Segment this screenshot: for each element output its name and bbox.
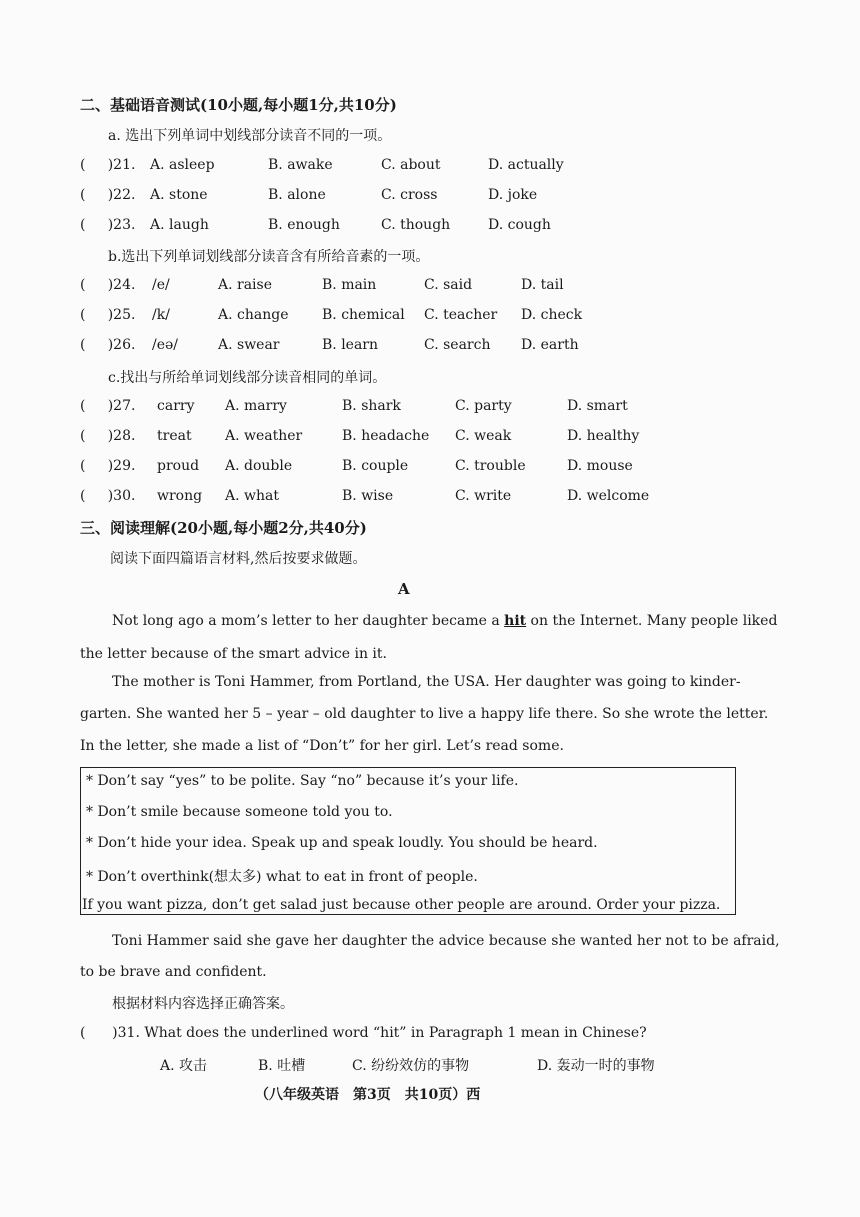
paragraph-3-line-1: Toni Hammer said she gave her daughter the advice because she wanted her not to be afraid, [112,933,780,949]
question-number: ( )26. [80,337,136,353]
question-prompt: proud [157,458,200,474]
advice-line-5: If you want pizza, don’t get salad just because other people are around. Order your pizza. [82,897,721,913]
paragraph-1-line-2: the letter because of the smart advice in it. [80,646,387,662]
option-b: B. couple [342,458,409,474]
option-d: D. welcome [567,488,650,504]
q31-option-a: A. 攻击 [160,1058,208,1074]
paragraph-3-line-2: to be brave and confident. [80,964,267,980]
page-footer: （八年级英语 第3页 共10页）西 [255,1087,481,1103]
option-a: A. double [225,458,293,474]
option-b: B. wise [342,488,394,504]
question-number: ( )27. [80,398,136,414]
option-c: C. trouble [455,458,526,474]
p1-text-after: on the Internet. Many people liked [526,613,778,629]
option-d: D. actually [488,157,564,173]
option-b: B. awake [268,157,333,173]
advice-line-4: * Don’t overthink(想太多) what to eat in front of people. [86,869,478,885]
question-number: ( )28. [80,428,136,444]
option-c: C. though [381,217,451,233]
option-a: A. swear [218,337,280,353]
question-31: ( )31. What does the underlined word “hit” in Paragraph 1 mean in Chinese? [80,1025,647,1041]
option-c: C. teacher [424,307,498,323]
p1-text-before: Not long ago a mom’s letter to her daughter became a [112,613,505,629]
option-b: B. enough [268,217,340,233]
paragraph-2-line-3: In the letter, she made a list of “Don’t” for her girl. Let’s read some. [80,738,564,754]
q31-option-b: B. 吐槽 [258,1058,306,1074]
question-prompt: /eə/ [152,337,179,353]
option-a: A. stone [150,187,208,203]
option-c: C. said [424,277,473,293]
option-a: A. raise [218,277,272,293]
reading-instruction: 阅读下面四篇语言材料,然后按要求做题。 [110,551,367,567]
passage-label: A [398,580,410,598]
option-b: B. shark [342,398,401,414]
question-number: ( )21. [80,157,136,173]
option-d: D. earth [521,337,579,353]
option-d: D. healthy [567,428,640,444]
option-b: B. headache [342,428,430,444]
option-b: B. main [322,277,377,293]
section-3-title: 三、阅读理解(20小题,每小题2分,共40分) [80,519,367,537]
q31-option-d: D. 轰动一时的事物 [537,1058,655,1074]
question-prompt: /e/ [152,277,170,293]
paragraph-2-line-2: garten. She wanted her 5 – year – old daughter to live a happy life there. So she wrote the letter. [80,706,769,722]
question-number: ( )25. [80,307,136,323]
paragraph-2-line-1: The mother is Toni Hammer, from Portland, the USA. Her daughter was going to kinder- [112,674,741,690]
option-a: A. asleep [150,157,215,173]
option-c: C. search [424,337,491,353]
option-c: C. cross [381,187,438,203]
option-d: D. tail [521,277,564,293]
q31-option-c: C. 纷纷效仿的事物 [352,1058,470,1074]
option-b: B. alone [268,187,326,203]
part-c-instruction: c.找出与所给单词划线部分读音相同的单词。 [108,370,387,386]
option-d: D. cough [488,217,551,233]
option-d: D. smart [567,398,628,414]
part-a-instruction: a. 选出下列单词中划线部分读音不同的一项。 [108,128,392,144]
option-c: C. party [455,398,512,414]
question-number: ( )24. [80,277,136,293]
advice-line-1: * Don’t say “yes” to be polite. Say “no” because it’s your life. [86,773,519,789]
option-a: A. laugh [150,217,209,233]
question-number: ( )22. [80,187,136,203]
option-c: C. about [381,157,441,173]
option-a: A. weather [225,428,303,444]
paragraph-1-line-1 [112,613,777,629]
question-number: ( )29. [80,458,136,474]
advice-line-2: * Don’t smile because someone told you to. [86,804,393,820]
choose-instruction: 根据材料内容选择正确答案。 [112,996,294,1012]
section-2-title: 二、基础语音测试(10小题,每小题1分,共10分) [80,96,397,114]
option-a: A. marry [225,398,287,414]
option-d: D. joke [488,187,538,203]
question-prompt: treat [157,428,192,444]
question-prompt: carry [157,398,195,414]
option-a: A. what [225,488,279,504]
option-a: A. change [218,307,289,323]
option-b: B. learn [322,337,379,353]
option-b: B. chemical [322,307,405,323]
option-d: D. mouse [567,458,633,474]
option-c: C. weak [455,428,512,444]
part-b-instruction: b.选出下列单词划线部分读音含有所给音素的一项。 [108,249,430,265]
option-d: D. check [521,307,583,323]
option-c: C. write [455,488,512,504]
question-number: ( )23. [80,217,136,233]
question-number: ( )30. [80,488,136,504]
hit-word: hit [504,613,527,629]
advice-line-3: * Don’t hide your idea. Speak up and speak loudly. You should be heard. [86,835,598,851]
question-prompt: /k/ [152,307,170,323]
question-prompt: wrong [157,488,203,504]
